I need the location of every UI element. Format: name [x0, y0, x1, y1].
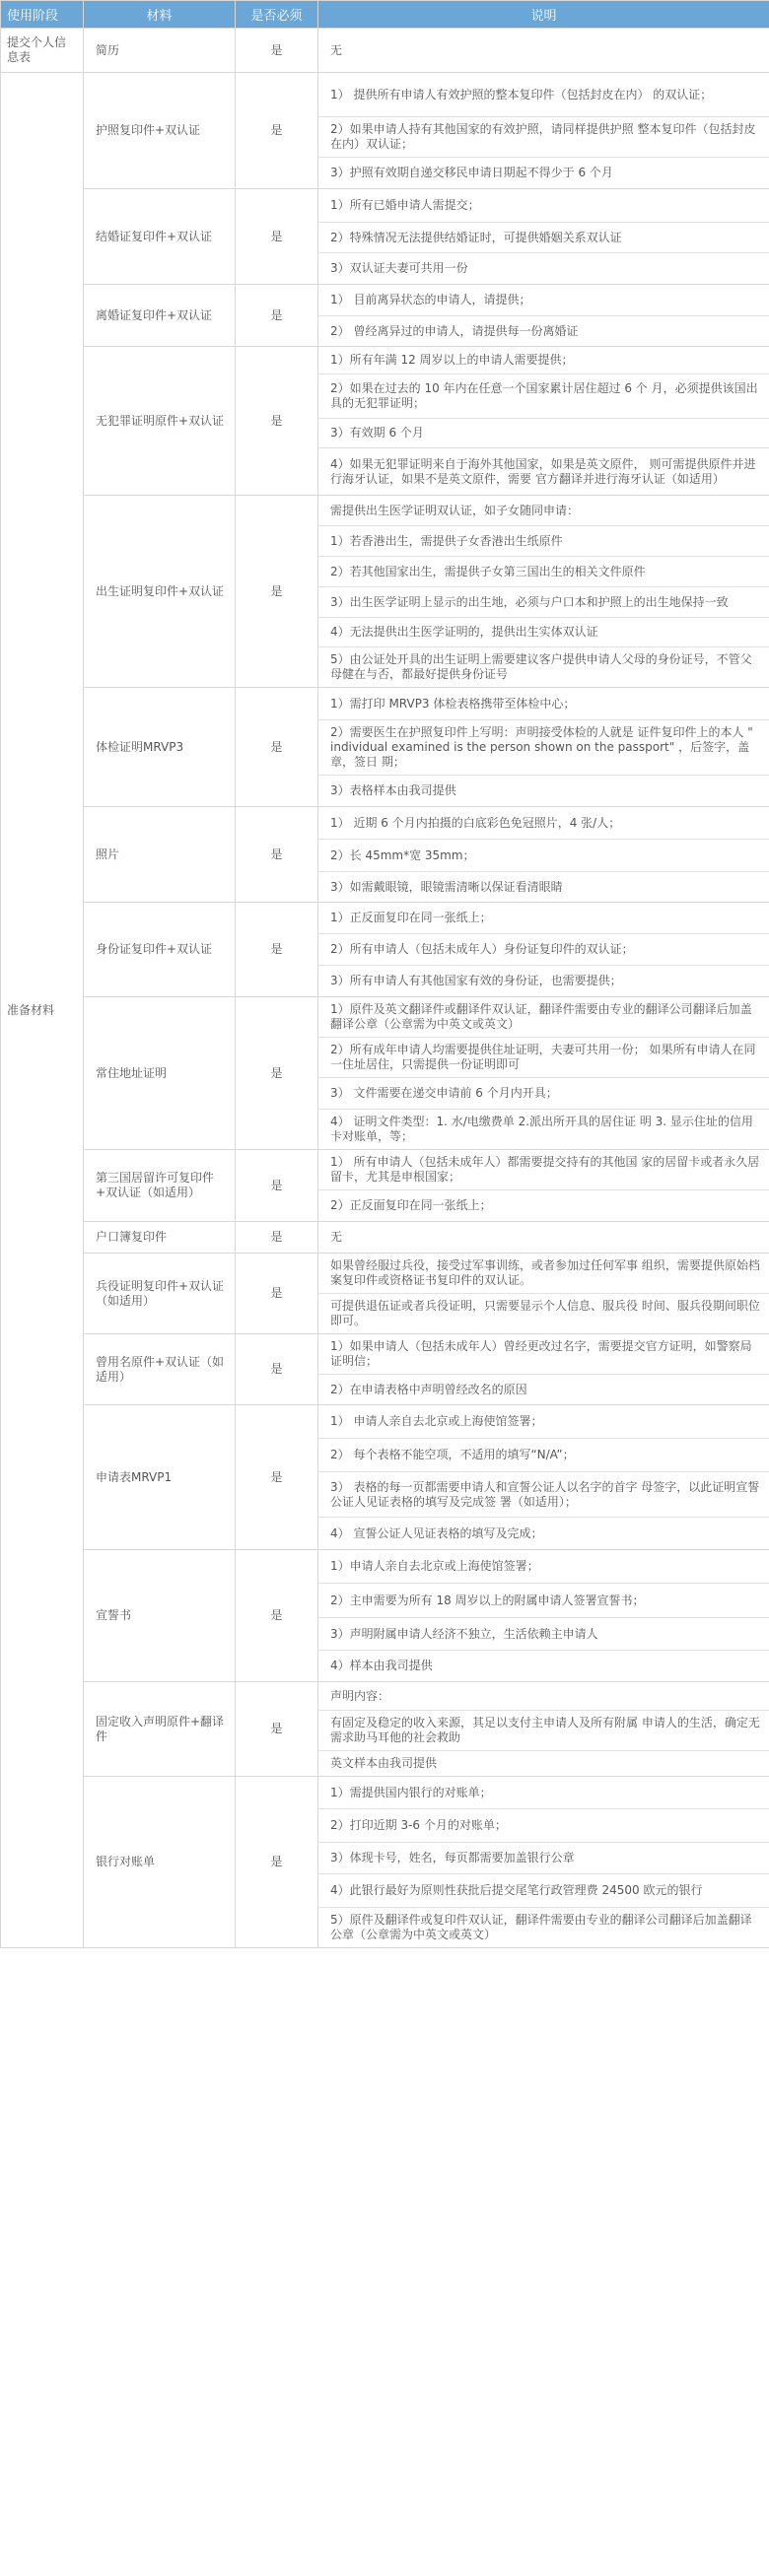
- table-row: [1, 1777, 769, 1948]
- note-line: 1）申请人亲自去北京或上海使馆签署；: [318, 1550, 769, 1584]
- note-cell: [318, 496, 769, 688]
- note-line: 1）正反面复印在同一张纸上；: [318, 903, 769, 934]
- note-line: 1） 所有申请人（包括未成年人）都需要提交持有的其他国 家的居留卡或者永久居留卡，尤其是申根国家；: [318, 1150, 769, 1190]
- note-line: 2）所有成年申请人均需要提供住址证明，夫妻可共用一份； 如果所有申请人在同一住址居住，只需提供一份证明即可: [318, 1038, 769, 1078]
- material-cell: 无犯罪证明原件+双认证: [84, 347, 236, 496]
- material-cell: 常住地址证明: [84, 997, 236, 1150]
- material-cell: 兵役证明复印件+双认证（如适用）: [84, 1254, 236, 1334]
- table-row: [1, 1334, 769, 1405]
- note-cell: [318, 189, 769, 285]
- header-row: [1, 1, 769, 29]
- material-cell: 第三国居留许可复印件+双认证（如适用）: [84, 1150, 236, 1222]
- required-cell: 是: [236, 1150, 318, 1222]
- note-line: 2）如果在过去的 10 年内在任意一个国家累计居住超过 6 个 月，必须提供该国出具的无犯罪证明；: [318, 374, 769, 419]
- note-line: 3）表格样本由我司提供: [330, 783, 456, 797]
- note-line: 1） 目前离异状态的申请人，请提供；: [318, 285, 769, 316]
- note-line: 1）所有年满 12 周岁以上的申请人需要提供；: [318, 347, 769, 374]
- note-cell: [318, 285, 769, 347]
- header-material: 材料: [84, 1, 236, 29]
- table-row: [1, 1405, 769, 1550]
- note-cell: [318, 997, 769, 1150]
- note-cell: [318, 688, 769, 807]
- table-row: [1, 1550, 769, 1682]
- note-cell: [318, 1150, 769, 1222]
- table-row: [1, 29, 769, 73]
- table-row: [1, 496, 769, 688]
- note-line: 2）长 45mm*宽 35mm；: [318, 840, 769, 872]
- table-row: [1, 807, 769, 903]
- note-line: 2）打印近期 3-6 个月的对账单；: [318, 1809, 769, 1843]
- table-row: [1, 347, 769, 496]
- note-line: 需提供出生医学证明双认证，如子女随同申请：: [318, 496, 769, 526]
- material-cell: 离婚证复印件+双认证: [84, 285, 236, 347]
- note-line: 2）主申需要为所有 18 周岁以上的附属申请人签署宣誓书；: [318, 1584, 769, 1618]
- note-line: 3）如需戴眼镜，眼镜需清晰以保证看清眼睛: [330, 879, 563, 894]
- note-line: 4）此银行最好为原则性获批后提交尾笔行政管理费 24500 欧元的银行: [318, 1874, 769, 1908]
- note-line: 3）声明附属申请人经济不独立，生活依赖主申请人: [318, 1618, 769, 1651]
- note-line: 1）原件及英文翻译件或翻译件双认证，翻译件需要由专业的翻译公司翻译后加盖翻译公章（公章需为中英文或英文）: [318, 997, 769, 1038]
- material-cell: 申请表MRVP1: [84, 1405, 236, 1550]
- required-cell: 是: [236, 688, 318, 807]
- note-line: 可提供退伍证或者兵役证明，只需要显示个人信息、服兵役 时间、服兵役期间职位即可。: [330, 1299, 760, 1327]
- note-line: 5）原件及翻译件或复印件双认证，翻译件需要由专业的翻译公司翻译后加盖翻译公章（公章需为中英文或英文）: [330, 1913, 752, 1941]
- note-cell: [318, 1682, 769, 1777]
- note-line: 英文样本由我司提供: [330, 1756, 438, 1770]
- table-row: [1, 1150, 769, 1222]
- note-line: 3）所有申请人有其他国家有效的身份证，也需要提供；: [330, 974, 622, 987]
- table-row: [1, 903, 769, 997]
- material-cell: 照片: [84, 807, 236, 903]
- material-cell: 体检证明MRVP3: [84, 688, 236, 807]
- note-cell: [318, 1777, 769, 1948]
- note-line: 声明内容：: [318, 1682, 769, 1711]
- material-cell: 简历: [84, 29, 236, 73]
- note-line: 有固定及稳定的收入来源，其足以支付主申请人及所有附属 申请人的生活，确定无需求助马耳他的社会救助: [318, 1711, 769, 1751]
- note-cell: [318, 1334, 769, 1405]
- stage-cell: 准备材料: [1, 73, 84, 1948]
- table-row: [1, 1682, 769, 1777]
- note-line: 1） 近期 6 个月内拍摄的白底彩色免冠照片，4 张/人；: [318, 807, 769, 840]
- note-cell: [318, 347, 769, 496]
- note-line: 2）正反面复印在同一张纸上；: [330, 1198, 492, 1212]
- material-cell: 出生证明复印件+双认证: [84, 496, 236, 688]
- note-line: 1）如果申请人（包括未成年人）曾经更改过名字，需要提交官方证明，如警察局证明信；: [318, 1334, 769, 1375]
- note-line: 3）体现卡号，姓名，每页都需要加盖银行公章: [318, 1843, 769, 1874]
- note-cell: [318, 1254, 769, 1334]
- material-cell: 护照复印件+双认证: [84, 73, 236, 189]
- material-cell: 户口簿复印件: [84, 1222, 236, 1254]
- note-line: 3） 文件需要在递交申请前 6 个月内开具；: [318, 1078, 769, 1110]
- table-row: [1, 73, 769, 189]
- note-line: 3）有效期 6 个月: [318, 419, 769, 448]
- required-cell: 是: [236, 1550, 318, 1682]
- note-cell: [318, 903, 769, 997]
- table-row: [1, 189, 769, 285]
- required-cell: 是: [236, 1334, 318, 1405]
- required-cell: 是: [236, 73, 318, 189]
- header-stage: 使用阶段: [1, 1, 84, 29]
- material-cell: 曾用名原件+双认证（如适用）: [84, 1334, 236, 1405]
- note-line: 5）由公证处开具的出生证明上需要建议客户提供申请人父母的身份证号，不管父母健在与否，都最好提供身份证号: [330, 652, 752, 681]
- stage-cell: 提交个人信息表: [1, 29, 84, 73]
- note-line: 1）需打印 MRVP3 体检表格携带至体检中心；: [318, 688, 769, 720]
- material-cell: 宣誓书: [84, 1550, 236, 1682]
- note-cell: [318, 807, 769, 903]
- material-cell: 结婚证复印件+双认证: [84, 189, 236, 285]
- required-cell: 是: [236, 997, 318, 1150]
- required-cell: 是: [236, 807, 318, 903]
- required-cell: 是: [236, 1682, 318, 1777]
- note-line: 4） 证明文件类型：1. 水/电缴费单 2.派出所开具的居住证 明 3. 显示住址的信用卡对账单，等；: [330, 1115, 753, 1143]
- note-line: 1）若香港出生，需提供子女香港出生纸原件: [318, 526, 769, 557]
- note-line: 1）所有已婚申请人需提交；: [318, 189, 769, 223]
- required-cell: 是: [236, 29, 318, 73]
- note-line: 2）在申请表格中声明曾经改名的原因: [330, 1382, 527, 1396]
- material-cell: 银行对账单: [84, 1777, 236, 1948]
- required-cell: 是: [236, 189, 318, 285]
- required-cell: 是: [236, 1222, 318, 1254]
- note-line: 1）需提供国内银行的对账单；: [318, 1777, 769, 1809]
- note-line: 3）护照有效期自递交移民申请日期起不得少于 6 个月: [330, 166, 613, 179]
- note-cell: [318, 73, 769, 189]
- note-line: 1） 申请人亲自去北京或上海使馆签署；: [318, 1405, 769, 1439]
- material-cell: 身份证复印件+双认证: [84, 903, 236, 997]
- required-cell: 是: [236, 903, 318, 997]
- note-cell: [318, 1405, 769, 1550]
- required-cell: 是: [236, 285, 318, 347]
- note-line: 如果曾经服过兵役，接受过军事训练，或者参加过任何军事 组织，需要提供原始档案复印件或资格证书复印件的双认证。: [318, 1254, 769, 1294]
- note-line: 3）出生医学证明上显示的出生地，必须与户口本和护照上的出生地保持一致: [318, 587, 769, 618]
- note-line: 4）无法提供出生医学证明的，提供出生实体双认证: [318, 618, 769, 647]
- required-cell: 是: [236, 1405, 318, 1550]
- note-line: 2）如果申请人持有其他国家的有效护照，请同样提供护照 整本复印件（包括封皮在内）双认证；: [318, 117, 769, 158]
- note-line: 2） 每个表格不能空项，不适用的填写“N/A”；: [318, 1439, 769, 1472]
- required-cell: 是: [236, 1254, 318, 1334]
- note-line: 4）如果无犯罪证明来自于海外其他国家，如果是英文原件， 则可需提供原件并进行海牙认证，如果不是英文原件，需要 官方翻译并进行海牙认证（如适用）: [330, 456, 756, 486]
- table-row: [1, 997, 769, 1150]
- note-cell: 无: [318, 29, 769, 73]
- note-cell: [318, 1550, 769, 1682]
- note-line: 3） 表格的每一页都需要申请人和宣誓公证人以名字的首字 母签字，以此证明宣誓公证人见证表格的填写及完成签 署（如适用）；: [318, 1472, 769, 1518]
- header-required: 是否必须: [236, 1, 318, 29]
- note-line: 3）双认证夫妻可共用一份: [330, 261, 468, 275]
- header-note: 说明: [318, 1, 769, 29]
- note-line: 4）样本由我司提供: [330, 1659, 433, 1672]
- note-line: 2）需要医生在护照复印件上写明：声明接受体检的人就是 证件复印件上的本人 " individual examined is the person shown on the passport" ，后签字，盖章，签日 期；: [318, 720, 769, 776]
- table-row: [1, 688, 769, 807]
- note-line: 2）特殊情况无法提供结婚证时，可提供婚姻关系双认证: [318, 223, 769, 253]
- note-line: 2） 曾经离异过的申请人，请提供每一份离婚证: [330, 323, 579, 338]
- table-row: [1, 285, 769, 347]
- note-line: 1） 提供所有申请人有效护照的整本复印件（包括封皮在内） 的双认证；: [318, 73, 769, 117]
- table-row: [1, 1254, 769, 1334]
- table-row: [1, 1222, 769, 1254]
- material-cell: 固定收入声明原件+翻译件: [84, 1682, 236, 1777]
- note-cell: 无: [318, 1222, 769, 1254]
- note-line: 2）若其他国家出生，需提供子女第三国出生的相关文件原件: [318, 557, 769, 587]
- note-line: 4） 宣誓公证人见证表格的填写及完成；: [330, 1525, 543, 1540]
- required-cell: 是: [236, 1777, 318, 1948]
- note-line: 2）所有申请人（包括未成年人）身份证复印件的双认证；: [318, 934, 769, 966]
- required-cell: 是: [236, 347, 318, 496]
- required-cell: 是: [236, 496, 318, 688]
